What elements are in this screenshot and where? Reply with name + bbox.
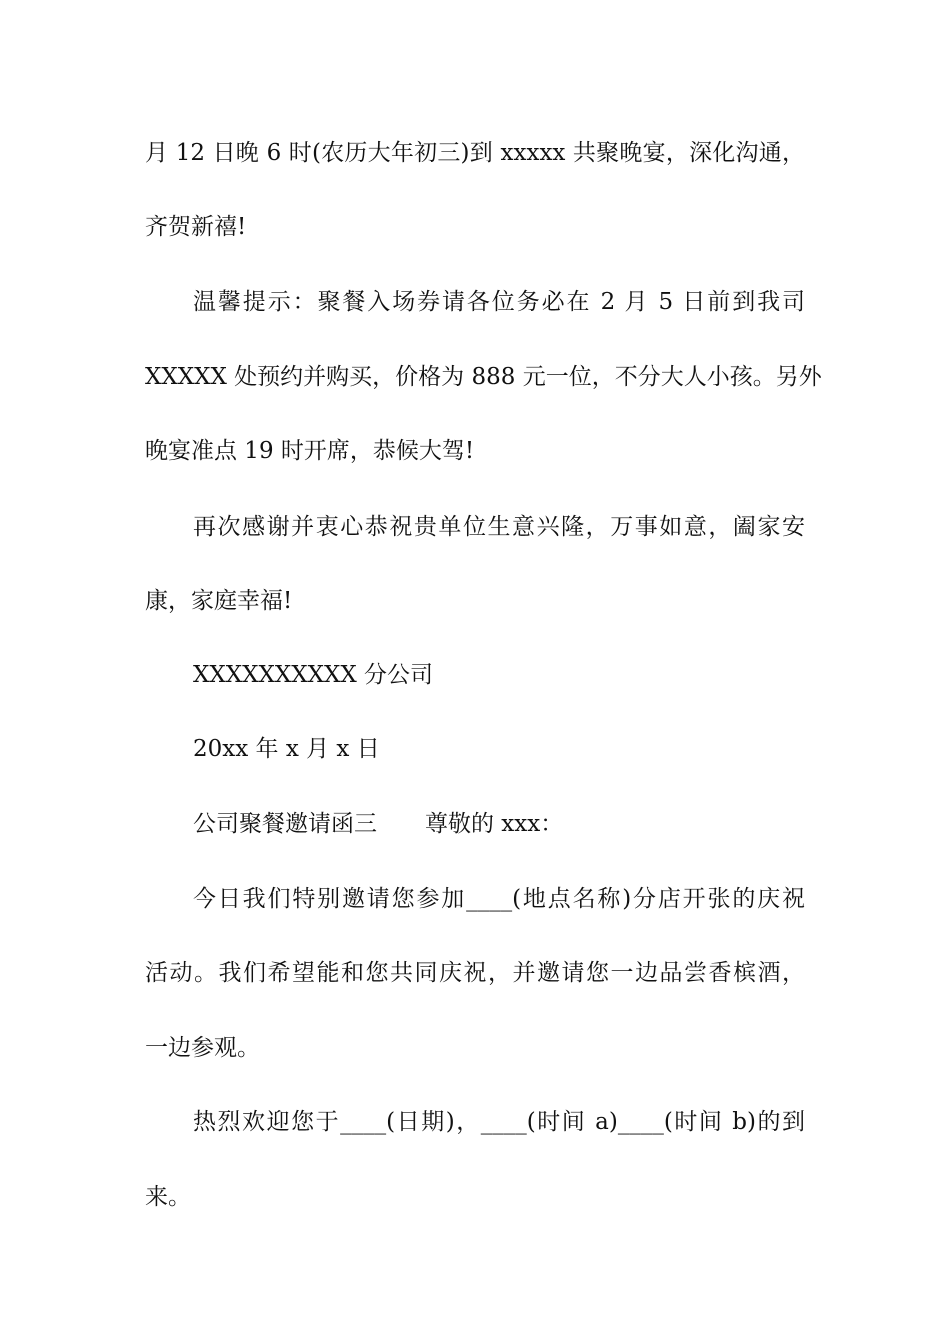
paragraph-line: 温馨提示：聚餐入场券请各位务必在 2 月 5 日前到我司 [193, 289, 805, 315]
date-line: 20xx 年 x 月 x 日 [193, 736, 380, 762]
paragraph-line: XXXXX 处预约并购买，价格为 888 元一位，不分大人小孩。另外 [145, 364, 822, 390]
paragraph-line: 再次感谢并衷心恭祝贵单位生意兴隆，万事如意，阖家安 [193, 514, 805, 540]
paragraph-line: 齐贺新禧! [145, 214, 247, 240]
paragraph-line: 活动。我们希望能和您共同庆祝，并邀请您一边品尝香槟酒， [145, 960, 805, 986]
paragraph-line: 今日我们特别邀请您参加____(地点名称)分店开张的庆祝 [193, 886, 805, 912]
company-signature: XXXXXXXXXX 分公司 [193, 662, 434, 688]
paragraph-line: 晚宴准点 19 时开席，恭候大驾! [145, 438, 475, 464]
invitation-heading [193, 809, 563, 839]
paragraph-line: 来。 [145, 1184, 191, 1210]
salutation: 尊敬的 xxx： [425, 811, 564, 837]
paragraph-line: 月 12 日晚 6 时(农历大年初三)到 xxxxx 共聚晚宴，深化沟通， [145, 140, 805, 166]
invitation-title: 公司聚餐邀请函三 [193, 811, 377, 837]
paragraph-line: 康，家庭幸福! [145, 588, 293, 614]
paragraph-line: 热烈欢迎您于____(日期)，____(时间 a)____(时间 b)的到 [193, 1109, 805, 1135]
paragraph-line: 一边参观。 [145, 1035, 260, 1061]
